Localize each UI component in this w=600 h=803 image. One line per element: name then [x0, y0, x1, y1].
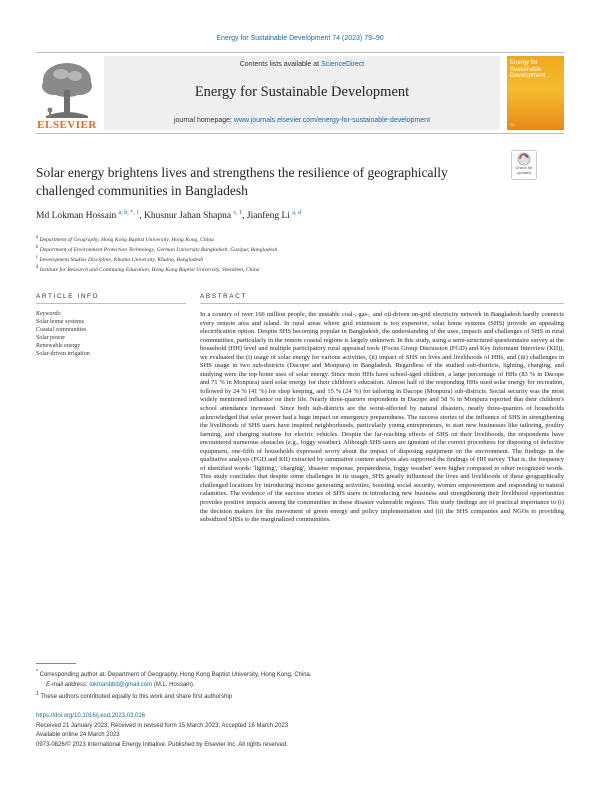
keyword: Solar power	[36, 335, 66, 341]
author-name[interactable]: Md Lokman Hossain	[36, 211, 117, 222]
affiliation-text: Institute for Research and Continuing Education, Hong Kong Baptist University, Shenzhen, China	[39, 267, 260, 274]
author-list: Md Lokman Hossain $^{a, b, *, 1}$, Khusnur Jahan Shapna $^{c, 1}$, Jianfeng Li $^{a, d}$	[36, 210, 301, 222]
keyword: Solar home systems	[36, 319, 84, 325]
copyright-line: 0973-0826/© 2023 International Energy Initiative. Published by Elsevier Inc. All rights reserved.	[36, 741, 288, 748]
author-affiliation-marks[interactable]: a, b, *, 1	[118, 210, 140, 216]
contents-prefix: Contents lists available at	[239, 61, 322, 68]
corresponding-author-note	[36, 668, 556, 681]
email-suffix: (M.L. Hossain).	[153, 681, 195, 688]
received-dates: Received 21 January 2023; Received in revised form 15 March 2023; Accepted 16 March 2023	[36, 722, 289, 729]
affiliation-text: Department of Environment Protection Technology, German University Bangladesh, Gazipur, Bangladesh	[39, 246, 278, 253]
author-affiliation-marks[interactable]: a, d	[292, 210, 301, 216]
email-note	[36, 681, 556, 691]
abstract-divider	[200, 303, 564, 304]
homepage-prefix: journal homepage:	[173, 117, 234, 124]
affiliation	[36, 254, 556, 264]
author-name[interactable]: Jianfeng Li	[246, 211, 290, 222]
affiliation-mark: c	[36, 255, 39, 261]
email-link[interactable]: lokmanbbd@gmail.com	[89, 681, 153, 688]
contents-line	[104, 61, 500, 68]
homepage-line	[104, 117, 500, 124]
corresponding-author-text: Corresponding author at: Department of Geography, Hong Kong Baptist University, Hong Kong, China.	[39, 672, 312, 678]
affiliation-text: Development Studies Discipline, Khulna University, Khulna, Bangladesh	[39, 256, 204, 263]
keyword: Renewable energy	[36, 343, 81, 349]
keyword: Solar-driven irrigation	[36, 351, 90, 357]
article-info-divider	[36, 303, 186, 304]
affiliation	[36, 244, 556, 254]
journal-reference[interactable]: Energy for Sustainable Development 74 (2023) 79–90	[216, 35, 384, 42]
footnotes	[36, 668, 556, 703]
article-info-heading: ARTICLE INFO	[36, 293, 100, 300]
keyword-list	[36, 318, 186, 358]
author-name[interactable]: Khusnur Jahan Shapna	[144, 211, 232, 222]
publication-info	[36, 712, 556, 750]
affiliation-mark: d	[36, 265, 39, 271]
homepage-link[interactable]: www.journals.elsevier.com/energy-for-sustainable-development	[233, 117, 431, 124]
cover-title-line: Sustainable	[510, 66, 542, 73]
sciencedirect-link[interactable]: ScienceDirect	[321, 61, 365, 68]
keyword: Coastal communities	[36, 327, 87, 333]
affiliation-mark: b	[36, 245, 39, 251]
footnote-mark: *	[36, 669, 38, 675]
affiliation	[36, 234, 556, 244]
footnote-divider	[36, 663, 76, 664]
affiliation-list	[36, 234, 556, 274]
equal-contribution-note	[36, 690, 556, 703]
cover-title-line: Development	[510, 73, 546, 79]
journal-title[interactable]: Energy for Sustainable Development	[194, 84, 410, 100]
affiliation	[36, 264, 556, 274]
affiliation-text: Department of Geography, Hong Kong Baptist University, Hong Kong, China	[39, 236, 214, 243]
check-updates-line: updates	[516, 169, 532, 175]
cover-title	[510, 60, 562, 80]
publisher-wordmark: ELSEVIER	[37, 119, 97, 131]
doi-link[interactable]: https://doi.org/10.1016/j.esd.2023.03.016	[36, 713, 146, 719]
check-updates-line: Check for	[515, 165, 533, 170]
cover-volume: 74	[510, 122, 515, 127]
equal-contribution-text: These authors contributed equally to this work and share first authorship	[40, 694, 233, 700]
author-affiliation-marks[interactable]: c, 1	[233, 210, 243, 216]
footnote-mark: 1	[36, 691, 39, 697]
keywords-label: Keywords:	[36, 311, 62, 317]
cover-title-line: Energy for	[510, 60, 538, 66]
article-title: Solar energy brightens lives and strengthens the resilience of geographically challenged communities in Bangladesh	[36, 165, 448, 198]
check-for-updates-label	[508, 166, 540, 175]
online-date: Available online 24 March 2023	[36, 732, 120, 739]
affiliation-mark: a	[36, 235, 39, 240]
email-label: E-mail address:	[46, 681, 88, 688]
abstract-heading: ABSTRACT	[200, 293, 247, 300]
abstract-body: In a country of over 166 million people, the unstable coal-, gas-, and oil-driven on-grid electricity network in Bangladesh hardly connects every remote area and island. In rural areas where grid extension is too expensive, solar home systems (SHS) provide an appealing electrification option. Despite SHS becoming popular in Bangladesh, the understanding of the uses, impacts and challenges of SHS in rural communities, particularly in the remote coastal regions is largely unknown. In this study, using a semi-structured questionnaire survey at the household (HH) level and multiple participatory rural appraisal tools (Focus Group Discussion (FGD) and Key Informant Interview (KII)), we evaluated the (i) usage of solar energy for various activities, (ii) impact of SHS on lives and livelihoods of HHs, and (iii) challenges in SHS usage in two sub-districts (Dacope and Monpura) in Bangladesh. Regardless of the studied sub-districts, lighting, charging, and studying were the top home uses of solar energy. Since most HHs have school-aged children, a large percentage of HHs (83 % in Dacope and 71 % in Monpura) used solar energy for their children's education. Almost half of the responding HHs used solar energy for recreation, followed by 24 % (41 %) for shop keeping, and 15 % (24 %) for tailoring in Dacope (Monpura) sub-districts. Social security was the most widely mentioned influence on their life. Nearly three-quarters respondents in Dacope and 58 % in Monpura reported that their children's school attendance increased. Since both sub-districts are the worst-affected by natural disasters, nearly three-quarters of households acknowledged that solar power had a huge impact on emergency preparedness. The success stories of the influence of SHS in strengthening the livelihoods of SHS users have inspired neighborhoods, particularly young entrepreneurs, to start new businesses like tailoring, poultry farming, and charging stations for electric vehicles. Despite the far-reaching effects of SHS on their livelihoods, the respondents have encountered numerous obstacles (e.g., foggy weather). Although SHS users are ignorant of the correct procedures for disposing of defective equipment, one-fifth of households expressed worry about the impact of disposing equipment on the environment. The findings in the qualitative analysis (FGD and KII) extracted by summative content analysis also supported the findings of HH survey. That is, the frequency of identified words: 'lighting', 'charging', 'disaster response, preparedness, foggy weather' were higher compared to other recognized words. This study concludes that despite some challenges in its usages, SHS greatly influenced the lives and livelihoods of these geographically challenged locations by introducing income generating activities, boosting social security, women empowerment and responding to natural calamities. The evidence of the success stories of SHS users in introducing new business and strengthening their livelihood opportunities provides positive impacts among the communities in these disaster vulnerable regions. This study findings are of practical importance to (i) the decision makers for the movement of green energy and policy implementation and (ii) the SHS companies and NGOs to providing subsidized SHSs to the marginalized communities.	[200, 311, 564, 524]
